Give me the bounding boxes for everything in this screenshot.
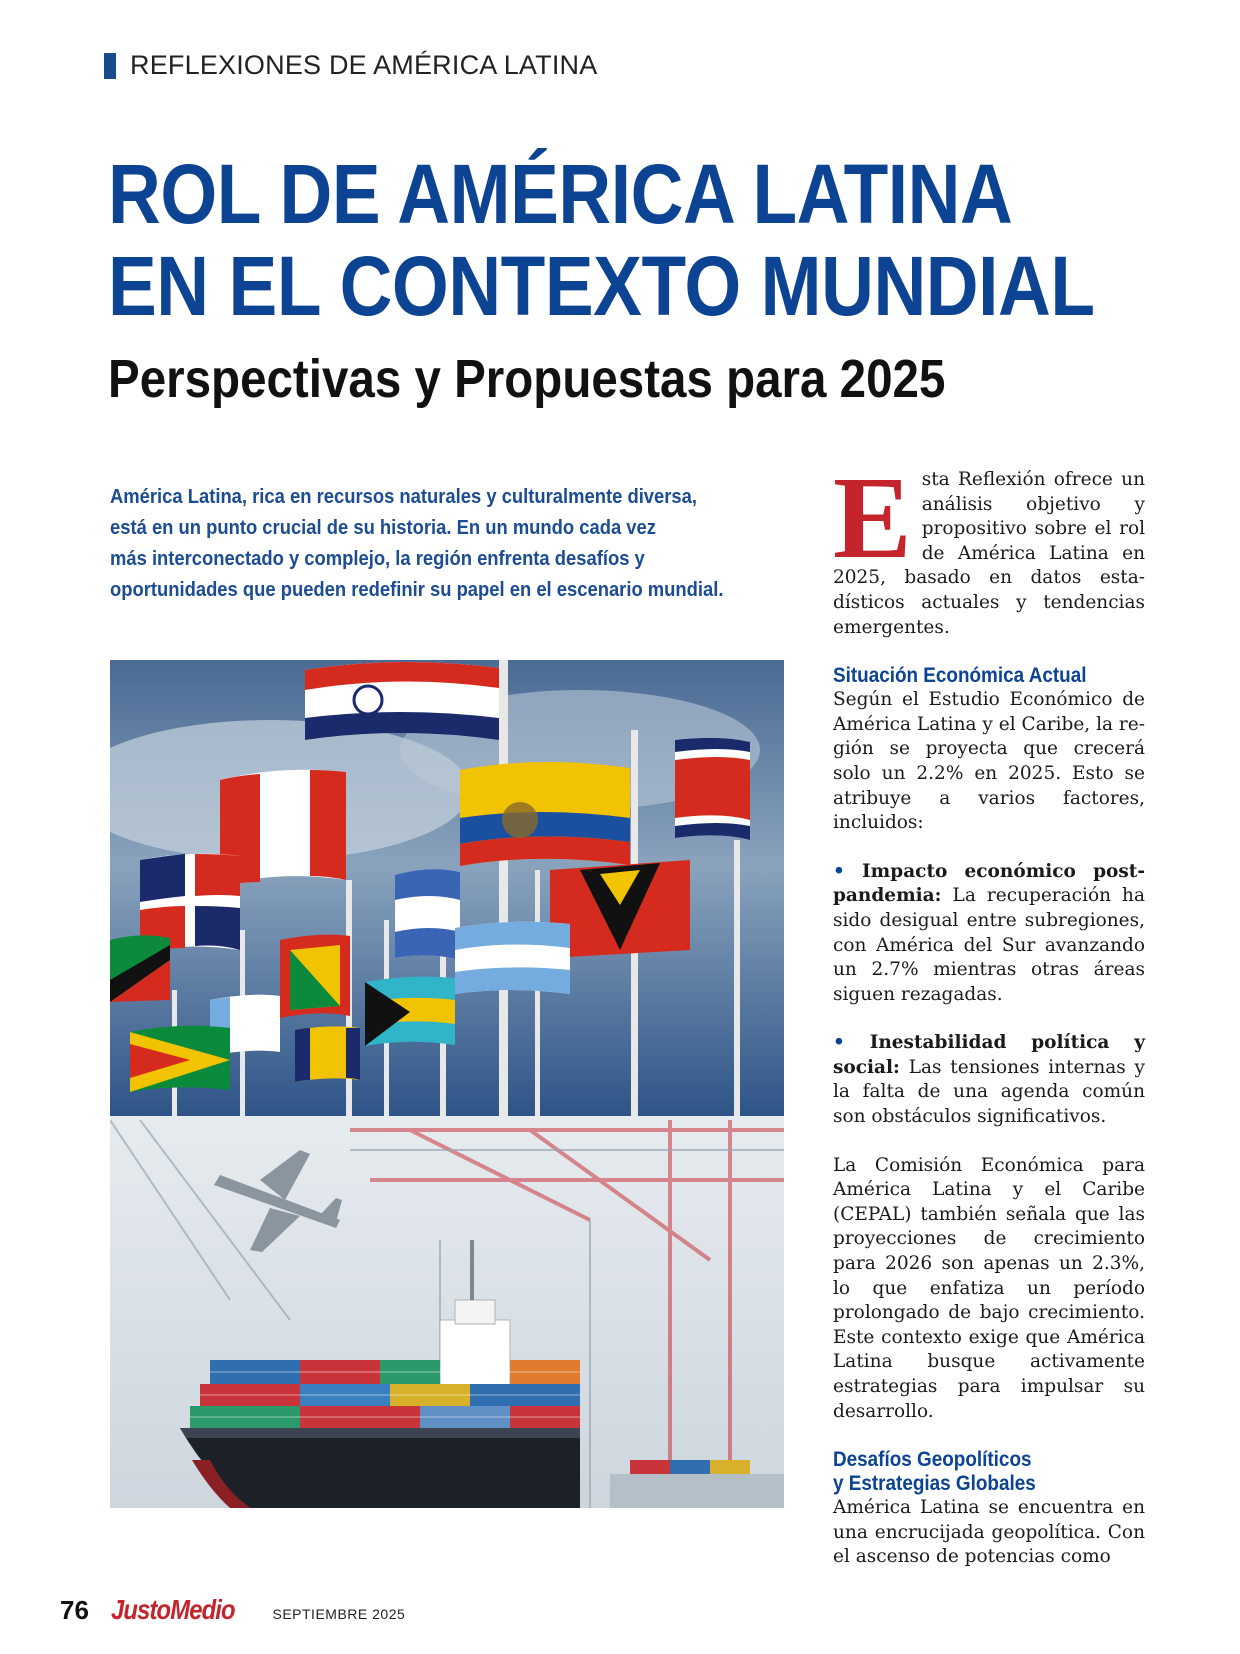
bullet-item bbox=[833, 1031, 1145, 1129]
bullet-text: Las tensiones internas y la falta de una agenda común son obstáculos significativos. bbox=[833, 1056, 1145, 1128]
economia-paragraph: Según el Estudio Económico de América Latina y el Caribe, la región se proyecta que crecerá solo un 2.2% en 2025. Esto se atribuye a varios factores, incluidos: bbox=[833, 689, 1145, 834]
intro-line: está en un punto crucial de su historia. En un mundo cada vez bbox=[110, 517, 656, 539]
heading-line: y Estrategias Globales bbox=[833, 1472, 1036, 1496]
bullet-icon: • bbox=[833, 860, 863, 882]
issue-date: SEPTIEMBRE 2025 bbox=[272, 1606, 406, 1622]
title-line-1: ROL DE AMÉRICA LATINA bbox=[108, 147, 1013, 241]
title-line-2: EN EL CONTEXTO MUNDIAL bbox=[108, 239, 1095, 333]
section-bar bbox=[104, 53, 116, 79]
section-heading-geopolitica bbox=[833, 1448, 1114, 1496]
article-title bbox=[108, 147, 1095, 333]
section-label bbox=[104, 50, 597, 81]
drop-cap: E bbox=[833, 452, 912, 583]
intro-line: más interconectado y complejo, la región enfrenta desafíos y bbox=[110, 548, 645, 570]
intro-line: oportunidades que pueden redefinir su papel en el escenario mundial. bbox=[110, 579, 724, 601]
article-subtitle: Perspectivas y Propuestas para 2025 bbox=[108, 349, 946, 409]
section-heading-economia: Situación Económica Actual bbox=[833, 664, 1087, 688]
intro-line: América Latina, rica en recursos naturales y culturalmente diversa, bbox=[110, 486, 698, 508]
opening-paragraph: sta Reflexión ofrece un análisis objetivo y propositivo sobre el rol de América Latina en 2025, basado en datos estadísticos actuales y tendencias emergentes. bbox=[833, 469, 1145, 638]
flags-and-cargo-ship-photo bbox=[110, 660, 784, 1508]
magazine-logo: JustoMedio bbox=[110, 1594, 235, 1625]
bullet-label: Impacto económico post-pandemia: bbox=[833, 860, 1146, 907]
bullet-icon: • bbox=[833, 1032, 870, 1054]
bullet-text: La recuperación ha sido desigual entre subregiones, con América del Sur avanzando un 2.7% mientras otras áreas siguen rezagadas. bbox=[833, 885, 1145, 1005]
cepal-paragraph: La Comisión Económica para América Latina y el Caribe (CEPAL) también señala que las proyecciones de crecimiento para 2026 son apenas un 2.3%, lo que enfatiza un período prolongado de bajo crecimiento. Este contexto exige que América Latina busque activamente estrategias para impulsar su desarrollo. bbox=[833, 1154, 1145, 1422]
bullet-item bbox=[833, 860, 1145, 1008]
page-number: 76 bbox=[60, 1595, 89, 1625]
geopolitica-paragraph: América Latina se encuentra en una encrucijada geopolítica. Con el ascenso de potencias como bbox=[833, 1497, 1145, 1568]
section-label-text: REFLEXIONES DE AMÉRICA LATINA bbox=[130, 50, 598, 80]
page-footer bbox=[60, 1594, 405, 1626]
bullet-label: Inestabilidad política y social: bbox=[833, 1032, 1145, 1078]
intro-paragraph bbox=[110, 482, 790, 606]
heading-line: Desafíos Geopolíticos bbox=[833, 1448, 1032, 1472]
right-column bbox=[833, 452, 1146, 1570]
